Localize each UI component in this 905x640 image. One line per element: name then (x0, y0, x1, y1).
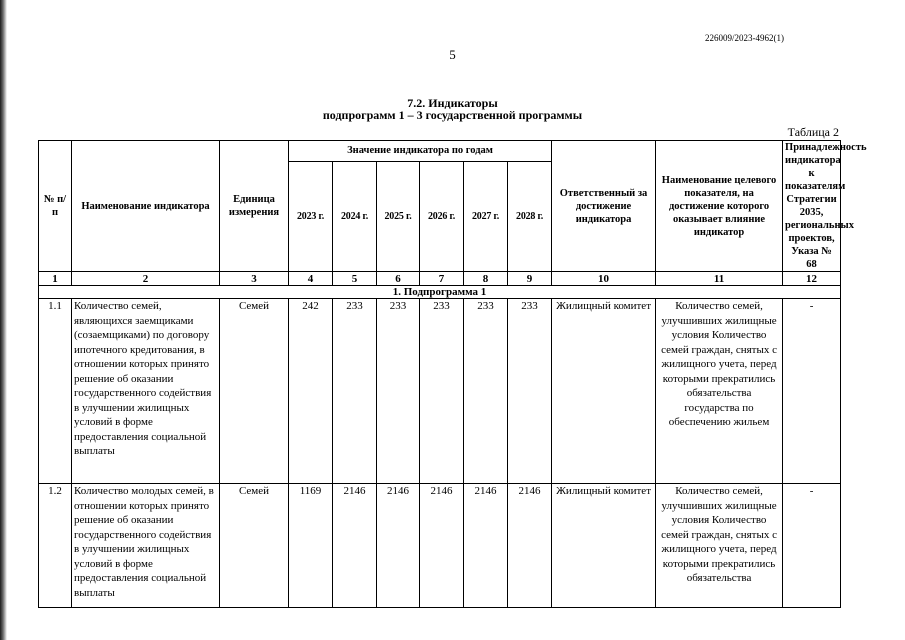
col-number: 2 (72, 272, 220, 286)
row-num: 1.2 (39, 484, 72, 608)
value-2023: 1169 (289, 484, 333, 608)
scan-edge (0, 0, 7, 640)
table-row (39, 484, 841, 608)
col-number: 3 (220, 272, 289, 286)
col-header-year: 2028 г. (508, 161, 552, 271)
value-2027: 2146 (464, 484, 508, 608)
col-number: 11 (656, 272, 783, 286)
responsible: Жилищный комитет (552, 299, 656, 484)
value-2023: 242 (289, 299, 333, 484)
value-2025: 233 (377, 299, 420, 484)
unit: Семей (220, 299, 289, 484)
col-header-values-group: Значение индикатора по годам (289, 141, 552, 162)
value-2024: 2146 (333, 484, 377, 608)
col-header-target: Наименование целевого показателя, на достижение которого оказывает влияние индикатор (656, 141, 783, 272)
page-number: 5 (449, 47, 456, 62)
col-number: 5 (333, 272, 377, 286)
indicator-name: Количество семей, являющихся заемщиками (созаемщиками) по договору ипотечного кредитования, в отношении которых принято решение об оказании государственного содействия в улучшении жилищных условий в форме предоставления социальной выплаты (72, 299, 220, 484)
document-id: 226009/2023-4962(1) (705, 33, 784, 43)
col-header-year: 2023 г. (289, 161, 333, 271)
indicators-table (38, 140, 867, 608)
col-header-year: 2025 г. (377, 161, 420, 271)
value-2028: 2146 (508, 484, 552, 608)
col-number: 4 (289, 272, 333, 286)
table-label: Таблица 2 (787, 125, 839, 139)
value-2026: 2146 (420, 484, 464, 608)
col-number: 8 (464, 272, 508, 286)
target-indicator: Количество семей, улучшивших жилищные условия Количество семей граждан, снятых с жилищного учета, перед которыми прекратились обязательства (656, 484, 783, 608)
table-row (39, 299, 841, 484)
value-2024: 233 (333, 299, 377, 484)
col-number: 6 (377, 272, 420, 286)
col-header-year: 2024 г. (333, 161, 377, 271)
title-line-2: подпрограмм 1 – 3 государственной программы (322, 108, 583, 122)
col-number: 12 (783, 272, 841, 286)
title-line-1: 7.2. Индикаторы (407, 96, 498, 110)
col-header-year: 2027 г. (464, 161, 508, 271)
value-2027: 233 (464, 299, 508, 484)
belongs: - (783, 299, 841, 484)
col-number: 9 (508, 272, 552, 286)
responsible: Жилищный комитет (552, 484, 656, 608)
value-2026: 233 (420, 299, 464, 484)
col-header-unit: Единица измерения (220, 141, 289, 272)
unit: Семей (220, 484, 289, 608)
col-number: 1 (39, 272, 72, 286)
subprogram-heading: 1. Подпрограмма 1 (39, 286, 841, 299)
indicator-name: Количество молодых семей, в отношении которых принято решение об оказании государственного содействия в улучшении жилищных условий в форме предоставления социальной выплаты (72, 484, 220, 608)
col-number: 7 (420, 272, 464, 286)
col-number: 10 (552, 272, 656, 286)
row-num: 1.1 (39, 299, 72, 484)
value-2025: 2146 (377, 484, 420, 608)
col-header-responsible: Ответственный за достижение индикатора (552, 141, 656, 272)
col-header-year: 2026 г. (420, 161, 464, 271)
value-2028: 233 (508, 299, 552, 484)
section-title (0, 97, 905, 121)
target-indicator: Количество семей, улучшивших жилищные условия Количество семей граждан, снятых с жилищного учета, перед которыми прекратились обязательства государства по обеспечению жильем (656, 299, 783, 484)
belongs: - (783, 484, 841, 608)
col-header-name: Наименование индикатора (72, 141, 220, 272)
col-header-num: № п/п (39, 141, 72, 272)
col-header-belongs: Принадлежность индикатора к показателям Стратегии 2035, региональных проектов, Указа № 68 (783, 141, 841, 272)
